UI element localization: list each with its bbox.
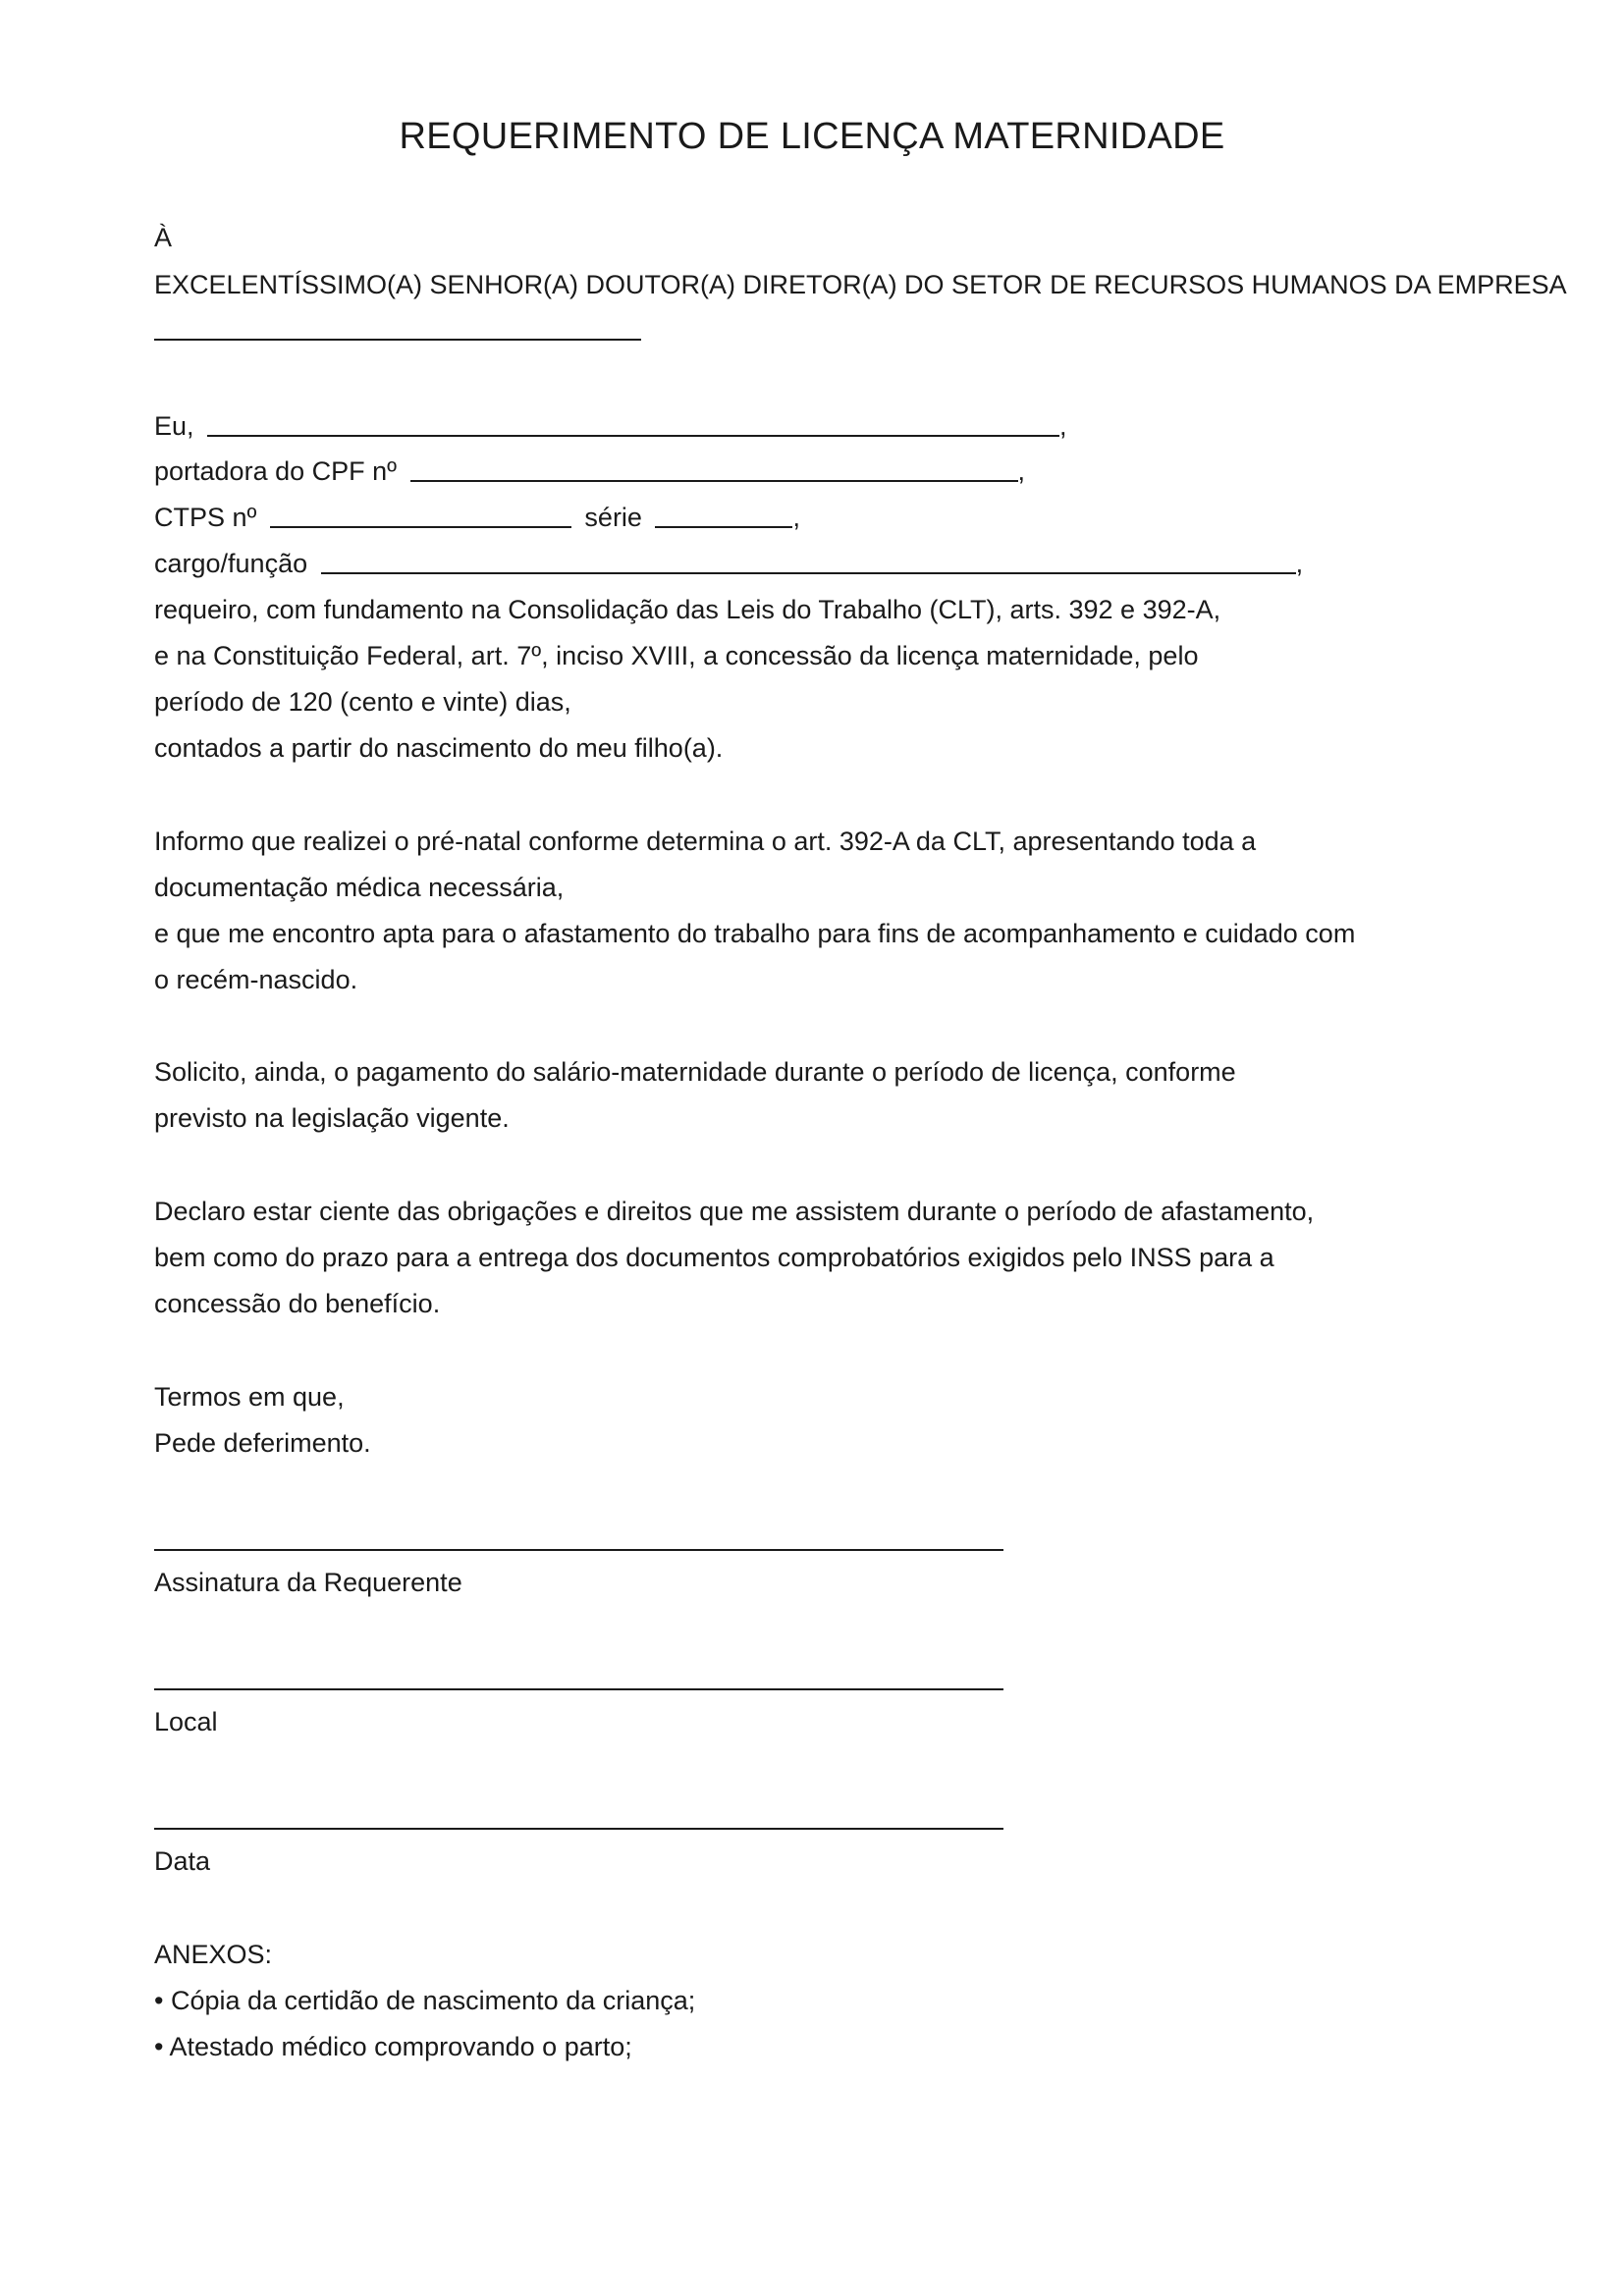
paragraph4-line: Declaro estar ciente das obrigações e direitos que me assistem durante o período de afastamento, bbox=[154, 1197, 1315, 1226]
paragraph2-line: documentação médica necessária, bbox=[154, 873, 565, 902]
serie-comma: , bbox=[792, 503, 800, 532]
paragraph2-line: e que me encontro apta para o afastamento do trabalho para fins de acompanhamento e cuidado com bbox=[154, 919, 1356, 948]
closing-line: Pede deferimento. bbox=[154, 1428, 371, 1458]
paragraph1-line: contados a partir do nascimento do meu filho(a). bbox=[154, 733, 724, 763]
date-line[interactable] bbox=[154, 1828, 1003, 1830]
cargo-field-row bbox=[154, 546, 1303, 581]
ctps-field-row bbox=[154, 500, 800, 535]
annex-item: • Atestado médico comprovando o parto; bbox=[154, 2032, 632, 2061]
annex-item: • Cópia da certidão de nascimento da criança; bbox=[154, 1986, 696, 2015]
signature-line[interactable] bbox=[154, 1549, 1003, 1551]
paragraph3-line: Solicito, ainda, o pagamento do salário-maternidade durante o período de licença, conforme bbox=[154, 1057, 1236, 1087]
date-label: Data bbox=[154, 1846, 211, 1876]
paragraph2-line: Informo que realizei o pré-natal conforme determina o art. 392-A da CLT, apresentando toda a bbox=[154, 827, 1257, 856]
company-name-field[interactable] bbox=[154, 312, 641, 347]
cpf-comma: , bbox=[1017, 456, 1026, 486]
closing-line: Termos em que, bbox=[154, 1382, 345, 1412]
document-title: REQUERIMENTO DE LICENÇA MATERNIDADE bbox=[399, 116, 1225, 157]
paragraph1-line: e na Constituição Federal, art. 7º, inciso XVIII, a concessão da licença maternidade, pelo bbox=[154, 641, 1199, 670]
name-blank[interactable] bbox=[207, 411, 1059, 437]
cargo-label: cargo/função bbox=[154, 549, 308, 578]
cargo-comma: , bbox=[1295, 549, 1304, 578]
company-name-blank[interactable] bbox=[154, 315, 641, 341]
name-field-row bbox=[154, 408, 1067, 444]
annexes-heading: ANEXOS: bbox=[154, 1940, 273, 1969]
addressee-prefix: À bbox=[154, 223, 173, 252]
paragraph1-line: período de 120 (cento e vinte) dias, bbox=[154, 687, 571, 717]
name-label: Eu, bbox=[154, 411, 194, 441]
serie-blank[interactable] bbox=[655, 503, 792, 528]
cpf-blank[interactable] bbox=[410, 456, 1018, 482]
local-label: Local bbox=[154, 1707, 218, 1736]
local-line[interactable] bbox=[154, 1688, 1003, 1690]
name-comma: , bbox=[1059, 411, 1067, 441]
paragraph4-line: concessão do benefício. bbox=[154, 1289, 441, 1318]
cpf-field-row bbox=[154, 454, 1025, 489]
cpf-label: portadora do CPF nº bbox=[154, 456, 397, 486]
addressee-recipient: EXCELENTÍSSIMO(A) SENHOR(A) DOUTOR(A) DIRETOR(A) DO SETOR DE RECURSOS HUMANOS DA EMPRESA bbox=[154, 270, 1567, 299]
ctps-blank[interactable] bbox=[270, 503, 571, 528]
signature-label: Assinatura da Requerente bbox=[154, 1568, 462, 1597]
paragraph3-line: previsto na legislação vigente. bbox=[154, 1103, 510, 1133]
ctps-label: CTPS nº bbox=[154, 503, 257, 532]
paragraph1-line: requeiro, com fundamento na Consolidação das Leis do Trabalho (CLT), arts. 392 e 392-A, bbox=[154, 595, 1221, 624]
paragraph2-line: o recém-nascido. bbox=[154, 965, 358, 994]
cargo-blank[interactable] bbox=[321, 549, 1296, 574]
paragraph4-line: bem como do prazo para a entrega dos documentos comprobatórios exigidos pelo INSS para a bbox=[154, 1243, 1274, 1272]
serie-label: série bbox=[584, 503, 642, 532]
